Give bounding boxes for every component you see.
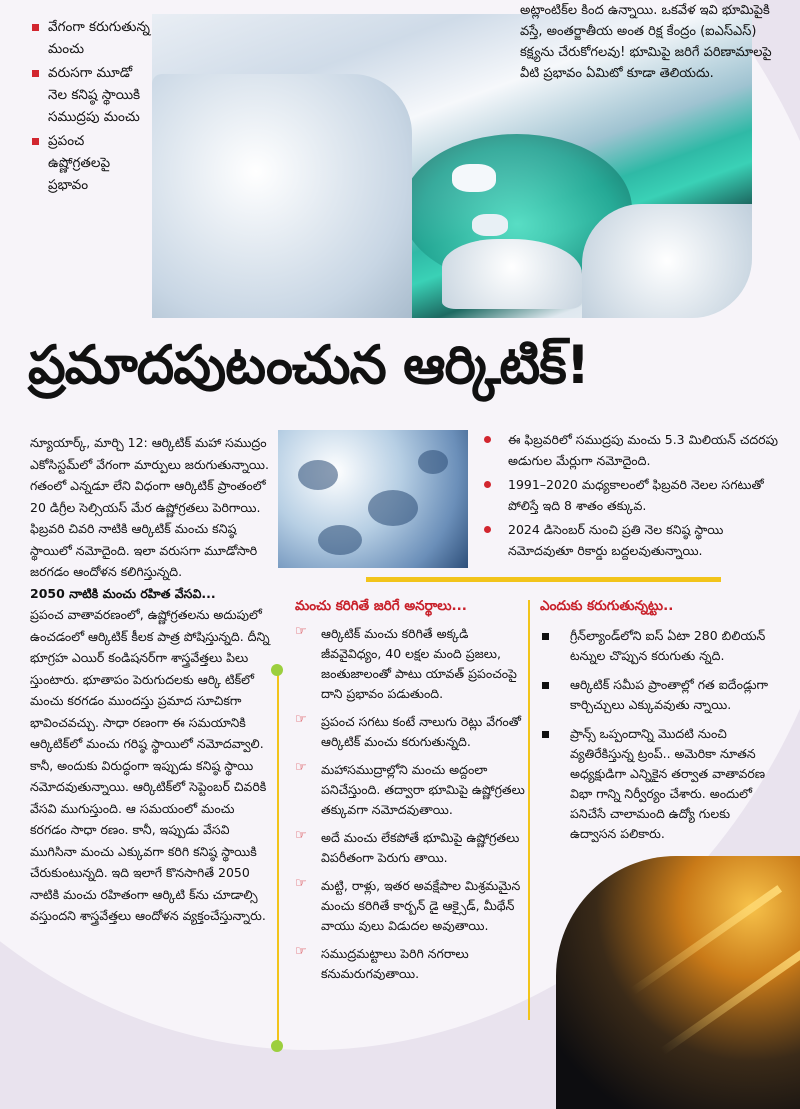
consequence-item: ☞ అదే మంచు లేకపోతే భూమిపై ఉష్ణోగ్రతలు విపరీతంగా పెరుగు తాయి. <box>295 828 520 865</box>
highlight-bullets <box>30 16 150 198</box>
fact-item: 2024 డిసెంబర్ నుంచి ప్రతి నెల కనిష్ఠ స్థాయి నమోదవుతూ రికార్డు బద్దలవుతున్నాయి. <box>480 520 780 561</box>
rule-dot <box>271 664 283 676</box>
cause-item: గ్రీన్‌ల్యాండ్‌లోని ఐస్ ఏటా 280 బిలియన్ టన్నుల చొప్పున కరుగుతు న్నది. <box>540 626 770 666</box>
top-right-text: అట్లాంటిక్‌ల కింద ఉన్నాయి. ఒకవేళ ఇవి భూమిపైకి వస్తే, అంతర్జాతీయ అంత రిక్ష కేంద్రం (ఐఎస్ఎస్) కక్ష్యను చేరుకోగలవు! భూమిపై జరిగే పరిణామాలపై వీటి ప్రభావం ఏమిటో కూడా తెలియదు. <box>520 3 772 81</box>
causes-column <box>540 596 770 853</box>
fact-item: ఈ ఫిబ్రవరిలో సముద్రపు మంచు 5.3 మిలియన్ చదరపు అడుగుల మేర్లుగా నమోదైంది. <box>480 430 780 471</box>
fact-item: 1991–2020 మధ్యకాలంలో ఫిబ్రవరి నెలల సగటుతో పోలిస్తే ఇది 8 శాతం తక్కువ. <box>480 475 780 516</box>
pointing-hand-icon: ☞ <box>295 876 307 891</box>
column-rule <box>528 600 530 1020</box>
rule-dot <box>271 1040 283 1052</box>
article-subhead: 2050 నాటికి మంచు రహిత వేసవి... <box>30 585 216 601</box>
consequence-item: ☞ మహాసముద్రాల్లోని మంచు అద్దంలా పనిచేస్తుంది. తద్వారా భూమిపై ఉష్ణోగ్రతలు తక్కువగా నమోదవుతాయి. <box>295 760 525 817</box>
pointing-hand-icon: ☞ <box>295 828 307 843</box>
article-paragraph: ప్రపంచ వాతావరణంలో, ఉష్ణోగ్రతలను అదుపులో ఉంచడంలో ఆర్కిటిక్ కీలక పాత్ర పోషిస్తున్నది. దీన్ని భూగ్రహ ఎయిర్ కండిషనర్‌గా శాస్త్రవేత్తలు పిలు స్తుంటారు. భూతాపం పెరుగుదలకు ఆర్కి టిక్‌లో మంచు కరగడం ముందస్తు ప్రమాద సూచికగా భావించవచ్చు. సాధా రణంగా ఈ సమయానికి ఆర్కిటిక్‌లో మంచు గరిష్ఠ స్థాయిలో నమోదవ్వాలి. కానీ, అందుకు విరుద్ధంగా ఇప్పుడు కనిష్ఠ స్థాయి నమోదవుతున్నాయి. ఆర్కిటిక్‌లో సెప్టెంబర్ చివరికి వేసవి ముగుస్తుంది. ఆ సమయంలో మంచు కరగడం సాధా రణం. కానీ, ఇప్పుడు వేసవి ముగిసినా మంచు ఎక్కువగా కరిగి కనిష్ఠ స్థాయికి చేరుకుంటున్నది. ఇది ఇలాగే కొనసాగితే 2050 నాటికి మంచు రహితంగా ఆర్కిటి క్‌ను చూడాల్సి వస్తుందని శాస్త్రవేత్తలు ఆందోళన వ్యక్తంచేస్తున్నారు. <box>30 607 270 923</box>
consequences-title: మంచు కరిగితే జరిగే అనర్థాలు... <box>295 598 467 614</box>
consequences-column <box>295 596 525 992</box>
column-rule <box>277 668 279 1048</box>
highlight-bullet: ప్రపంచ ఉష్ణోగ్రతలపై ప్రభావం <box>30 130 150 196</box>
facts-list <box>480 430 780 565</box>
cause-item: ఆర్కిటిక్ సమీప ప్రాంతాల్లో గత ఐదేండ్లుగా కార్చిచ్చులు ఎక్కువవుతు న్నాయి. <box>540 675 770 715</box>
cause-item: ప్రాన్స్ ఒప్పందాన్ని మొదటి నుంచి వ్యతిరేకిస్తున్న ట్రంప్.. అమెరికా నూతన అధ్యక్షుడిగా ఎన్నికైన తర్వాత వాతావరణ విభా గాన్ని నిర్వీర్యం చేశారు. అందులో పనిచేసే చాలామంది ఉద్యో గులకు ఉద్వాసన పలికారు. <box>540 724 770 844</box>
pointing-hand-icon: ☞ <box>295 760 307 775</box>
consequence-item: ☞ సముద్రమట్టాలు పెరిగి నగరాలు కనుమరుగవుతాయి. <box>295 944 469 981</box>
consequence-item: ☞ మట్టి, రాళ్లు, ఇతర అవక్షేపాల మిశ్రమమైన మంచు కరిగితే కార్బన్ డై ఆక్సైడ్, మీథేన్ వాయు వులు విడుదల అవుతాయి. <box>295 876 521 933</box>
sea-ice-photo <box>278 430 468 568</box>
article-paragraph: న్యూయార్క్, మార్చి 12: ఆర్కిటిక్ మహా సముద్రం ఎకోసిస్టమ్‌లో వేగంగా మార్పులు జరుగుతున్నాయి. గతంలో ఎన్నడూ లేని విధంగా ఆర్కిటిక్ ప్రాంతంలో 20 డిగ్రీల సెల్సియస్ మేర ఉష్ణోగ్రతలు పెరిగాయి. ఫిబ్రవరి చివరి నాటికి ఆర్కిటిక్ మంచు కనిష్ఠ స్థాయిలో నమోదైంది. ఇలా వరుసగా మూడోసారి జరగడం ఆందోళన కలిగిస్తున్నది. <box>30 435 269 579</box>
causes-title: ఎందుకు కరుగుతున్నట్టు.. <box>540 598 674 614</box>
pointing-hand-icon: ☞ <box>295 944 307 959</box>
headline: ప్రమాదపుటంచున ఆర్కిటిక్! <box>28 335 590 396</box>
consequence-item: ☞ ఆర్కిటిక్ మంచు కరిగితే అక్కడి జీవవైవిధ్యం, 40 లక్షల మంది ప్రజలు, జంతుజాలంతో పాటు యావత్ ప్రపంచంపై దాని ప్రభావం పడుతుంది. <box>295 624 517 701</box>
divider-bar <box>366 577 721 582</box>
consequence-item: ☞ ప్రపంచ సగటు కంటే నాలుగు రెట్లు వేగంతో ఆర్కిటిక్ మంచు కరుగుతున్నది. <box>295 712 521 749</box>
highlight-bullet: వేగంగా కరుగుతున్న మంచు <box>30 16 150 60</box>
highlight-bullet: వరుసగా మూడో నెల కనిష్ఠ స్థాయికి సముద్రపు మంచు <box>30 62 150 128</box>
pointing-hand-icon: ☞ <box>295 712 307 727</box>
fire-photo <box>556 856 800 1109</box>
pointing-hand-icon: ☞ <box>295 624 307 639</box>
main-article <box>30 432 270 927</box>
